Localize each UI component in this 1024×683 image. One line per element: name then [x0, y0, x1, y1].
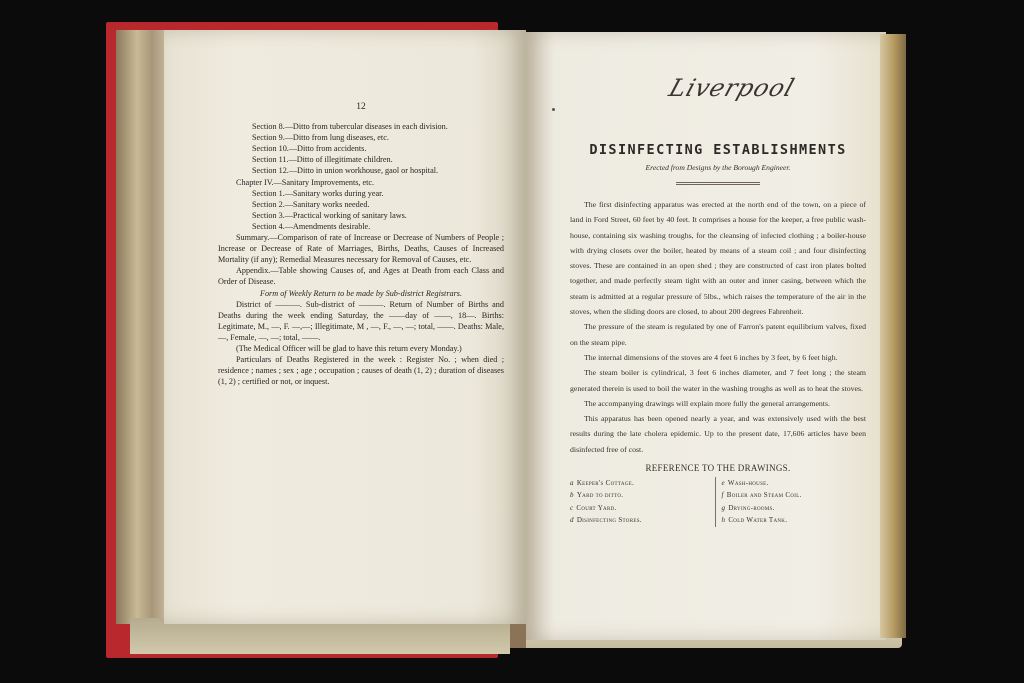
reference-letter: a	[570, 479, 574, 488]
reference-letter: g	[721, 503, 726, 512]
body-paragraph: The pressure of the steam is regulated by one of Farron's patent equilibrium valves, fixed on the steam pipe.	[570, 322, 866, 347]
body-paragraph: The internal dimensions of the stoves are 4 feet 6 inches by 3 feet, by 6 feet high.	[584, 352, 838, 362]
contents-line: Section 1.—Sanitary works during year.	[252, 188, 384, 198]
reference-label: Drying-rooms.	[728, 503, 775, 512]
form-text: District of ———. Sub-district of ———. Return of Number of Births and Deaths during the week ending Saturday, the ——day of ——, 18—. Births: Legitimate, M., —, F. —,—; Illegitimate, M , —, F., —, —; total, ——. Deaths: Male, —, Female, —, —; total, ——.	[218, 299, 504, 342]
contents-line: Chapter IV.—Sanitary Improvements, etc.	[236, 177, 375, 187]
note-text: (The Medical Officer will be glad to have this return every Monday.)	[236, 343, 462, 353]
reference-list	[570, 477, 866, 527]
reference-label: Wash-house.	[727, 479, 769, 488]
reference-column-left	[570, 477, 715, 527]
contents-line: Section 2.—Sanitary works needed.	[252, 199, 370, 209]
contents-line: Section 9.—Ditto from lung diseases, etc.	[252, 133, 389, 143]
reference-label: Disinfecting Stores.	[576, 516, 642, 525]
reference-letter: e	[721, 479, 725, 488]
reference-item	[570, 514, 715, 526]
ink-mark	[552, 108, 555, 111]
body-text	[570, 197, 866, 457]
contents-line: Section 8.—Ditto from tubercular diseases in each division.	[252, 122, 448, 132]
reference-letter: c	[570, 503, 574, 512]
reference-item	[570, 502, 715, 514]
reference-label: Cold Water Tank.	[728, 516, 788, 525]
body-paragraph: The accompanying drawings will explain more fully the general arrangements.	[584, 398, 830, 408]
right-page-text	[570, 70, 866, 527]
contents-line: Section 10.—Ditto from accidents.	[252, 144, 367, 154]
page-title: DISINFECTING ESTABLISHMENTS	[589, 142, 847, 158]
particulars-text: Particulars of Deaths Registered in the week : Register No. ; when died ; residence ; names ; sex ; age ; occupation ; causes of death (1, 2) ; duration of diseases (1, 2) ; certified or not, or inquest.	[218, 355, 504, 387]
body-paragraph: The first disinfecting apparatus was erected at the north end of the town, on a piece of land in Ford Street, 60 feet by 40 feet. It comprises a house for the keeper, a free public wash-house, containing six washing troughs, for the cleansing of infected clothing ; a boiler-house with drying closets over the boiler, heated by means of a steam coil ; and four disinfecting stoves. These are contained in an open shed ; they are constructed of cast iron plates bolted together, and made perfectly steam tight with an outer and inner casing, between which the steam is admitted at a regular pressure of 5lbs., which raises the temperature of the air in the stoves, when the sliding doors are closed, to about 200 degrees Fahrenheit.	[570, 200, 866, 317]
right-page-stack	[880, 34, 906, 638]
reference-label: Court Yard.	[576, 503, 617, 512]
reference-label: Boiler and Steam Coil.	[726, 491, 802, 500]
body-paragraph: The steam boiler is cylindrical, 3 feet 6 inches diameter, and 7 feet long ; the steam generated therein is used to boil the water in the washing troughs as well as to heat the stoves.	[570, 368, 866, 393]
reference-item	[570, 489, 715, 501]
body-paragraph: This apparatus has been opened nearly a year, and was extensively used with the best results during the late cholera epidemic. Up to the present date, 17,606 articles have been disinfected free of cost.	[570, 414, 866, 454]
reference-letter: b	[570, 491, 574, 500]
page-subtitle: Erected from Designs by the Borough Engineer.	[645, 163, 791, 172]
handwritten-annotation: Liverpool	[665, 74, 799, 102]
contents-line: Section 12.—Ditto in union workhouse, gaol or hospital.	[252, 166, 439, 176]
contents-line: Section 4.—Amendments desirable.	[252, 221, 371, 231]
contents-line: Section 11.—Ditto of illegitimate children.	[252, 155, 393, 165]
form-heading: Form of Weekly Return to be made by Sub-district Registrars.	[259, 288, 463, 298]
page-number: 12	[356, 102, 366, 112]
reference-heading: REFERENCE TO THE DRAWINGS.	[645, 463, 791, 474]
reference-item	[722, 477, 867, 489]
reference-letter: f	[721, 491, 724, 500]
reference-item	[722, 489, 867, 501]
reference-item	[722, 514, 867, 526]
summary-paragraph: Summary.—Comparison of rate of Increase or Decrease of Numbers of People ; Increase or Decrease of Rate of Marriages, Births, Deaths, Causes of Increased Mortality (if any); Remedial Measures necessary for Removal of Causes, etc.	[218, 233, 504, 265]
contents-line: Section 3.—Practical working of sanitary laws.	[252, 210, 407, 220]
reference-item	[570, 477, 715, 489]
reference-column-right	[715, 477, 867, 527]
reference-label: Keeper's Cottage.	[576, 479, 635, 488]
contents-list	[218, 121, 504, 232]
reference-letter: h	[721, 516, 726, 525]
reference-item	[722, 502, 867, 514]
reference-label: Yard to ditto.	[576, 491, 624, 500]
reference-letter: d	[570, 516, 574, 525]
title-rule	[676, 182, 760, 185]
appendix-paragraph: Appendix.—Table showing Causes of, and Ages at Death from each Class and Order of Disease.	[218, 266, 504, 287]
left-page-text	[218, 100, 504, 387]
